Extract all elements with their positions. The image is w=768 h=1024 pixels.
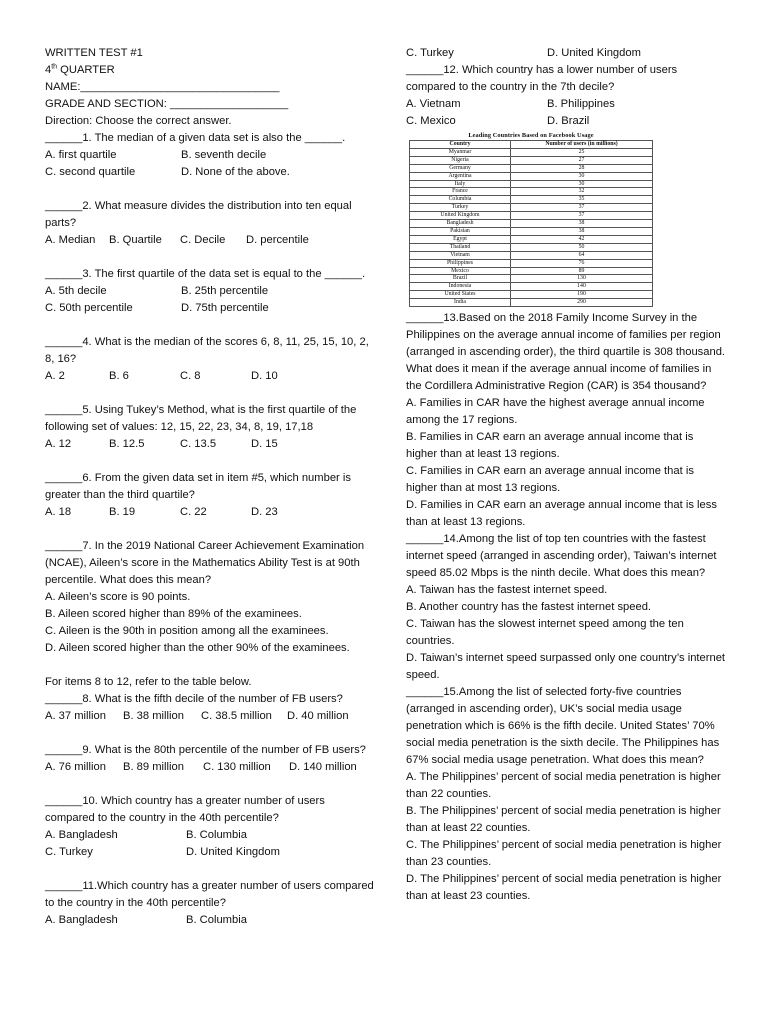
question-12-choices-2 [406, 113, 726, 130]
choice-b[interactable]: B. 6 [109, 370, 129, 382]
choice-c[interactable]: C. The Philippines’ percent of social media penetration is higher than 23 counties. [406, 839, 722, 869]
choice-c[interactable]: C. Families in CAR earn an average annual income that is higher than at most 13 regions. [406, 465, 694, 495]
table-row [410, 251, 653, 259]
choice-c[interactable]: C. 38.5 million [201, 710, 272, 722]
choice-d[interactable]: D. 23 [251, 506, 278, 518]
choice-d[interactable]: D. 15 [251, 438, 278, 450]
users-cell: 190 [511, 291, 653, 299]
choice-c[interactable]: C. second quartile [45, 166, 136, 178]
question-2-choices [45, 232, 375, 249]
question-10-choices-2 [45, 844, 375, 861]
question-15: ______15.Among the list of selected forty-five countries (arranged in ascending order), UK’s social media usage penetration which is 66% is the fifth decile. United States’ 70% social media penetration is the sixth decile. The Philippines has 67% social media usage penetration. What does this mean? [406, 686, 720, 767]
users-cell: 30 [511, 180, 653, 188]
users-cell: 50 [511, 243, 653, 251]
choice-d[interactable]: D. percentile [246, 234, 309, 246]
choice-b[interactable]: B. Philippines [547, 98, 615, 110]
table-row [410, 220, 653, 228]
table-header-row [410, 141, 653, 149]
left-column [45, 45, 375, 929]
choice-b[interactable]: B. seventh decile [181, 149, 267, 161]
table-row [410, 196, 653, 204]
grade-section-field[interactable]: GRADE AND SECTION: ___________________ [45, 98, 289, 110]
table [409, 140, 653, 307]
table-row [410, 212, 653, 220]
choice-b[interactable]: B. 38 million [123, 710, 184, 722]
country-cell: United States [410, 291, 511, 299]
users-cell: 32 [511, 188, 653, 196]
choice-a[interactable]: A. 12 [45, 438, 72, 450]
country-cell: Nigeria [410, 156, 511, 164]
country-cell: Turkey [410, 204, 511, 212]
name-field[interactable]: NAME:________________________________ [45, 81, 280, 93]
question-8-choices [45, 708, 375, 725]
country-cell: Germany [410, 164, 511, 172]
quarter-number: 4 [45, 64, 52, 76]
choice-c[interactable]: C. 13.5 [180, 438, 217, 450]
facebook-usage-table [409, 132, 653, 307]
country-cell: Myanmar [410, 148, 511, 156]
users-cell: 89 [511, 267, 653, 275]
table-row [410, 275, 653, 283]
direction: Direction: Choose the correct answer. [45, 115, 232, 127]
choice-d[interactable]: D. 140 million [289, 761, 357, 773]
question-12-choices [406, 96, 726, 113]
table-title: Leading Countries Based on Facebook Usage [468, 132, 594, 139]
users-cell: 30 [511, 172, 653, 180]
choice-d[interactable]: D. United Kingdom [547, 47, 641, 59]
choice-d[interactable]: D. The Philippines’ percent of social media penetration is higher than at least 23 counties. [406, 873, 722, 903]
question-11: ______11.Which country has a greater number of users compared to the country in the 40th percentile? [45, 880, 374, 909]
table-row [410, 299, 653, 307]
table-row [410, 227, 653, 235]
question-14: ______14.Among the list of top ten countries with the fastest internet speed (arranged in ascending order), Taiwan’s internet speed 85.02 Mbps is the ninth decile. What does this mean? [406, 533, 717, 580]
test-title: WRITTEN TEST #1 [45, 47, 143, 59]
choice-a[interactable]: A. The Philippines’ percent of social media penetration is higher than 22 counties. [406, 771, 721, 801]
country-cell: Thailand [410, 243, 511, 251]
choice-a[interactable]: A. 18 [45, 506, 72, 518]
choice-a[interactable]: A. first quartile [45, 149, 117, 161]
choice-a[interactable]: A. 2 [45, 370, 65, 382]
users-cell: 76 [511, 259, 653, 267]
users-cell: 130 [511, 275, 653, 283]
country-cell: Italy [410, 180, 511, 188]
choice-b[interactable]: B. 25th percentile [181, 285, 269, 297]
question-13: ______13.Based on the 2018 Family Income Survey in the Philippines on the average annual income of families per region (arranged in ascending order), the third quartile is 308 thousand. What does it mean if the average annual income of families in the Cordillera Administrative Region (CAR) is 354 thousand? [406, 312, 726, 393]
question-1: ______1. The median of a given data set is also the ______. [45, 132, 346, 144]
question-9-choices [45, 759, 375, 776]
country-cell: India [410, 299, 511, 307]
users-cell: 290 [511, 299, 653, 307]
question-2: ______2. What measure divides the distribution into ten equal parts? [45, 200, 352, 229]
choice-c[interactable]: C. Turkey [406, 47, 454, 59]
question-1-choices-2 [45, 164, 375, 181]
table-row [410, 164, 653, 172]
question-11-choices [45, 912, 375, 929]
choice-c[interactable]: C. Aileen is the 90th in position among all the examinees. [45, 625, 329, 637]
country-cell: Pakistan [410, 227, 511, 235]
choice-c[interactable]: C. 8 [180, 370, 201, 382]
choice-b[interactable]: B. Aileen scored higher than 89% of the examinees. [45, 608, 302, 620]
choice-d[interactable]: D. Taiwan’s internet speed surpassed only one country’s internet speed. [406, 652, 726, 682]
country-cell: Philippines [410, 259, 511, 267]
choice-d[interactable]: D. 10 [251, 370, 278, 382]
choice-d[interactable]: D. Families in CAR earn an average annual income that is less than at least 13 regions. [406, 499, 717, 529]
question-10-choices [45, 827, 375, 844]
country-cell: United Kingdom [410, 212, 511, 220]
question-6: ______6. From the given data set in item #5, which number is greater than the third quartile? [45, 472, 351, 501]
users-cell: 37 [511, 204, 653, 212]
country-cell: Egypt [410, 235, 511, 243]
column-header-country: Country [410, 141, 511, 149]
table-row [410, 283, 653, 291]
question-5-choices [45, 436, 375, 453]
choice-c[interactable]: C. Decile [180, 234, 226, 246]
country-cell: Bangladesh [410, 220, 511, 228]
choice-d[interactable]: D. 40 million [287, 710, 349, 722]
choice-a[interactable]: A. 76 million [45, 761, 106, 773]
table-row [410, 235, 653, 243]
choice-b[interactable]: B. Quartile [109, 234, 162, 246]
table-row [410, 267, 653, 275]
users-cell: 64 [511, 251, 653, 259]
choice-d[interactable]: D. 75th percentile [181, 302, 269, 314]
question-10: ______10. Which country has a greater number of users compared to the country in the 40th percentile? [45, 795, 325, 824]
table-row [410, 156, 653, 164]
table-row [410, 188, 653, 196]
choice-d[interactable]: D. United Kingdom [186, 846, 280, 858]
question-4-choices [45, 368, 375, 385]
users-cell: 38 [511, 227, 653, 235]
country-cell: Columbia [410, 196, 511, 204]
question-12: ______12. Which country has a lower number of users compared to the country in the 7th decile? [406, 64, 678, 93]
country-cell: Brazil [410, 275, 511, 283]
question-4: ______4. What is the median of the scores 6, 8, 11, 25, 15, 10, 2, 8, 16? [45, 336, 369, 365]
choice-a[interactable]: A. Bangladesh [45, 914, 118, 926]
table-row [410, 243, 653, 251]
country-cell: France [410, 188, 511, 196]
choice-c[interactable]: C. 22 [180, 506, 207, 518]
right-column [406, 45, 726, 905]
choice-d[interactable]: D. Brazil [547, 115, 590, 127]
table-body [410, 148, 653, 306]
choice-a[interactable]: A. Median [45, 234, 96, 246]
users-cell: 38 [511, 220, 653, 228]
table-row [410, 148, 653, 156]
users-cell: 140 [511, 283, 653, 291]
country-cell: Indonesia [410, 283, 511, 291]
country-cell: Vietnam [410, 251, 511, 259]
quarter-superscript: th [51, 63, 58, 71]
choice-a[interactable]: A. 37 million [45, 710, 106, 722]
choice-c[interactable]: C. 130 million [203, 761, 271, 773]
choice-b[interactable]: B. Columbia [186, 914, 247, 926]
question-3: ______3. The first quartile of the data set is equal to the ______. [45, 268, 366, 280]
choice-d[interactable]: D. Aileen scored higher than the other 90% of the examinees. [45, 642, 350, 654]
choice-c[interactable]: C. Mexico [406, 115, 456, 127]
choice-b[interactable]: B. 19 [109, 506, 136, 518]
users-cell: 35 [511, 196, 653, 204]
choice-b[interactable]: B. Another country has the fastest internet speed. [406, 601, 652, 614]
question-8: ______8. What is the fifth decile of the number of FB users? [45, 693, 343, 705]
choice-a[interactable]: A. Aileen’s score is 90 points. [45, 591, 191, 603]
question-11-choices-2 [406, 45, 726, 62]
choice-c[interactable]: C. Turkey [45, 846, 93, 858]
users-cell: 37 [511, 212, 653, 220]
choice-a[interactable]: A. Taiwan has the fastest internet speed. [406, 584, 608, 597]
question-9: ______9. What is the 80th percentile of the number of FB users? [45, 744, 366, 756]
choice-b[interactable]: B. Families in CAR earn an average annual income that is higher than at least 13 regions. [406, 431, 694, 461]
table-row [410, 172, 653, 180]
choice-b[interactable]: B. The Philippines’ percent of social media penetration is higher than at least 22 counties. [406, 805, 721, 835]
choice-a[interactable]: A. Bangladesh [45, 829, 118, 841]
choice-c[interactable]: C. 50th percentile [45, 302, 133, 314]
question-3-choices-2 [45, 300, 375, 317]
users-cell: 27 [511, 156, 653, 164]
question-3-choices [45, 283, 375, 300]
choice-b[interactable]: B. 12.5 [109, 438, 145, 450]
quarter-label [45, 62, 375, 79]
question-6-choices [45, 504, 375, 521]
quarter-text: QUARTER [57, 64, 115, 76]
country-cell: Argentina [410, 172, 511, 180]
table-row [410, 180, 653, 188]
question-1-choices [45, 147, 375, 164]
choice-d[interactable]: D. None of the above. [181, 166, 290, 178]
users-cell: 25 [511, 148, 653, 156]
choice-c[interactable]: C. Taiwan has the slowest internet speed among the ten countries. [406, 618, 684, 648]
column-header-users: Number of users (in millions) [511, 141, 653, 149]
choice-a[interactable]: A. Vietnam [406, 98, 461, 110]
users-cell: 28 [511, 164, 653, 172]
users-cell: 42 [511, 235, 653, 243]
choice-b[interactable]: B. Columbia [186, 829, 247, 841]
question-5: ______5. Using Tukey’s Method, what is the first quartile of the following set of values: 12, 15, 22, 23, 34, 8, 19, 17,18 [45, 404, 357, 433]
table-row [410, 291, 653, 299]
choice-a[interactable]: A. Families in CAR have the highest average annual income among the 17 regions. [406, 397, 705, 427]
table-row [410, 204, 653, 212]
choice-a[interactable]: A. 5th decile [45, 285, 107, 297]
table-row [410, 259, 653, 267]
country-cell: Mexico [410, 267, 511, 275]
question-7: ______7. In the 2019 National Career Achievement Examination (NCAE), Aileen’s score in the Mathematics Ability Test is at 90th percentile. What does this mean? [45, 540, 365, 586]
items-note: For items 8 to 12, refer to the table below. [45, 676, 252, 688]
choice-b[interactable]: B. 89 million [123, 761, 184, 773]
